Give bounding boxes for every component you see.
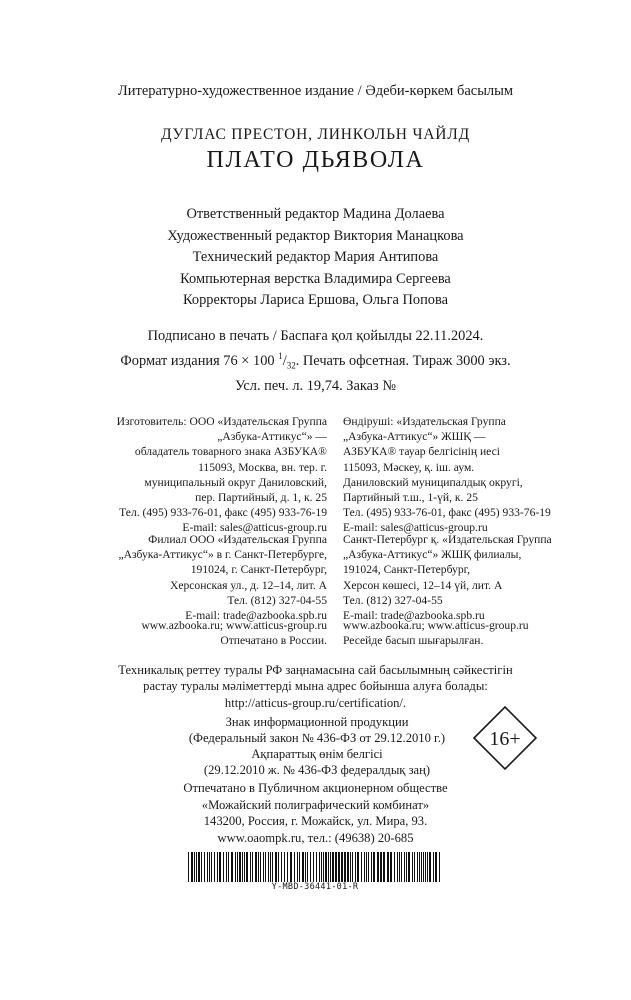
barcode-bar [406, 852, 407, 882]
manufacturer-ru-line: E-mail: sales@atticus-group.ru [182, 521, 327, 535]
barcode-bar [201, 852, 202, 882]
barcode [188, 852, 442, 882]
barcode-bar [344, 852, 346, 882]
barcode-bar [419, 852, 420, 882]
barcode-bar [194, 852, 195, 882]
barcode-bar [198, 852, 200, 882]
barcode-bar [394, 852, 395, 882]
barcode-bar [250, 852, 251, 882]
format-denominator: 32 [286, 360, 296, 371]
tech-regulation-line: http://atticus-group.ru/certification/. [224, 695, 407, 710]
branch-ru-line: E-mail: trade@azbooka.spb.ru [185, 609, 327, 623]
credit-line: Корректоры Лариса Ершова, Ольга Попова [183, 292, 448, 309]
manufacturer-ru [117, 414, 327, 536]
format-suffix: . Печать офсетная. Тираж 3000 экз. [295, 352, 511, 369]
web-ru-line: Отпечатано в России. [220, 634, 327, 648]
branch-kz-line: Санкт-Петербург қ. «Издательская Группа [343, 533, 552, 546]
barcode-bar [226, 852, 227, 882]
barcode-bar [330, 852, 331, 882]
barcode-bar [427, 852, 428, 882]
manufacturer-kz-line: Даниловский муниципалдық округі, [343, 475, 523, 489]
branch-kz-line: „Азбука-Аттикус“» ЖШҚ филиалы, [343, 548, 522, 562]
credits-block [0, 204, 631, 312]
web-kz-line: www.azbooka.ru; www.atticus-group.ru [343, 619, 529, 632]
barcode-bar [265, 852, 266, 882]
branch-ru-line: Херсонская ул., д. 12–14, лит. А [169, 578, 327, 592]
barcode-bar [270, 852, 271, 882]
signed-line: Подписано в печать / Баспаға қол қойылды 22.11.2024. [147, 328, 484, 344]
barcode-bar [417, 852, 418, 882]
barcode-bar [281, 852, 282, 882]
manufacturer-ru-line: Тел. (495) 933-76-01, факс (495) 933-76-19 [119, 506, 327, 520]
info-mark-line: Ақпараттық өнім белгісі [251, 747, 383, 761]
manufacturer-kz-line: Партийный т.ш., 1-үй, к. 25 [343, 491, 478, 505]
branch-kz-line: E-mail: trade@azbooka.spb.ru [343, 609, 485, 623]
barcode-bar [294, 852, 295, 882]
barcode-bar [404, 852, 405, 882]
manufacturer-ru-line: обладатель товарного знака АЗБУКА® [134, 445, 327, 459]
barcode-bar [207, 852, 208, 882]
barcode-bar [302, 852, 304, 882]
info-mark [188, 714, 446, 778]
manufacturer-kz [343, 414, 551, 536]
barcode-bar [414, 852, 415, 882]
edition-type: Литературно-художественное издание / Әдеби-көркем басылым [117, 83, 514, 99]
barcode-bar [204, 852, 205, 882]
manufacturer-kz-line: Тел. (495) 933-76-01, факс (495) 933-76-19 [343, 506, 551, 520]
barcode-bar [196, 852, 197, 882]
barcode-bar [332, 852, 334, 882]
barcode-bar [373, 852, 375, 882]
sheets-line: Усл. печ. л. 19,74. Заказ № [234, 377, 397, 394]
authors: ДУГЛАС ПРЕСТОН, ЛИНКОЛЬН ЧАЙЛД [160, 126, 470, 143]
manufacturer-kz-line: Өндіруші: «Издательская Группа [343, 415, 506, 428]
book-title: ПЛАТО ДЬЯВОЛА [206, 147, 425, 173]
barcode-bar [209, 852, 210, 882]
credit-line: Художественный редактор Виктория Манацкова [167, 227, 464, 244]
print-info [0, 326, 631, 396]
barcode-bar [287, 852, 288, 882]
manufacturer-kz-line: 115093, Мәскеу, қ. іш. аум. [343, 460, 475, 474]
barcode-bar [361, 852, 362, 882]
printer-line: 143200, Россия, г. Можайск, ул. Мира, 93. [203, 814, 428, 828]
printer-line: www.oaompk.ru, тел.: (49638) 20-685 [217, 830, 414, 845]
barcode-bar [439, 852, 440, 882]
manufacturer-kz-line: АЗБУКА® тауар белгісінің иесі [343, 445, 500, 459]
credit-line: Компьютерная верстка Владимира Сергеева [180, 270, 451, 287]
barcode-bar [328, 852, 329, 882]
barcode-bar [263, 852, 264, 882]
barcode-bar [246, 852, 248, 882]
barcode-bar [335, 852, 337, 882]
branch-kz-line: Тел. (812) 327-04-55 [343, 593, 443, 607]
manufacturer-kz-line: E-mail: sales@atticus-group.ru [343, 521, 488, 535]
barcode-bar [278, 852, 279, 882]
barcode-bar [435, 852, 437, 882]
barcode-bar [319, 852, 320, 882]
barcode-bar [323, 852, 324, 882]
barcode-bar [219, 852, 221, 882]
branch-ru-line: „Азбука-Аттикус“» в г. Санкт-Петербурге, [118, 548, 327, 562]
barcode-bar [244, 852, 245, 882]
barcode-bar [305, 852, 306, 882]
barcode-bar [423, 852, 424, 882]
barcode-bar [316, 852, 317, 882]
barcode-bar [290, 852, 292, 882]
barcode-bar [231, 852, 233, 882]
manufacturer-ru-line: пер. Партийный, д. 1, к. 25 [195, 491, 327, 505]
web-ru [141, 618, 327, 648]
barcode-bar [284, 852, 285, 882]
tech-regulation-line: Техникалық реттеу туралы РФ заңнамасына сай басылымның сәйкестігін [118, 663, 513, 677]
barcode-bar [260, 852, 261, 882]
web-kz-line: Ресейде басып шығарылған. [343, 634, 484, 648]
barcode-bar [387, 852, 389, 882]
barcode-bar [357, 852, 359, 882]
barcode-bar [425, 852, 426, 882]
format-prefix: Формат издания 76 × 100 [120, 352, 279, 369]
credit-line: Ответственный редактор Мадина Долаева [186, 206, 445, 222]
barcode-bar [272, 852, 273, 882]
age-rating-text: 16+ [489, 728, 521, 750]
tech-regulation-line: растау туралы мәліметтерді мына адрес бойынша алуға болады: [143, 679, 488, 694]
manufacturer-ru-line: Изготовитель: ООО «Издательская Группа [116, 415, 327, 428]
barcode-bar [255, 852, 257, 882]
manufacturer-kz-line: „Азбука-Аттикус“» ЖШҚ — [343, 430, 486, 444]
barcode-bar [412, 852, 413, 882]
barcode-bar [242, 852, 243, 882]
barcode-bar [235, 852, 236, 882]
barcode-bar [239, 852, 241, 882]
branch-ru-line: Филиал ООО «Издательская Группа [148, 533, 327, 546]
barcode-bar [347, 852, 349, 882]
branch-kz [343, 532, 552, 623]
printer-line: «Можайский полиграфический комбинат» [201, 797, 430, 812]
web-ru-line: www.azbooka.ru; www.atticus-group.ru [141, 619, 327, 632]
manufacturer-ru-line: 115093, Москва, вн. тер. г. [198, 460, 327, 474]
barcode-bar [352, 852, 353, 882]
manufacturer-ru-line: „Азбука-Аттикус“» — [217, 430, 327, 444]
branch-kz-line: 191024, Санкт-Петербург, [343, 563, 470, 577]
credit-line: Технический редактор Мария Антипова [192, 249, 439, 266]
barcode-bar [268, 852, 269, 882]
web-kz [343, 618, 529, 648]
barcode-bar [228, 852, 229, 882]
barcode-bar [397, 852, 398, 882]
info-mark-line: (29.12.2010 ж. № 436-ФЗ федералдық заң) [203, 763, 431, 777]
barcode-bar [368, 852, 369, 882]
barcode-code: Y-MBD-36441-01-R [271, 882, 359, 892]
barcode-bar [217, 852, 218, 882]
barcode-bar [341, 852, 343, 882]
age-rating-diamond [472, 705, 538, 771]
barcode-bar [299, 852, 300, 882]
barcode-bar [325, 852, 327, 882]
barcode-bar [433, 852, 434, 882]
barcode-bar [366, 852, 367, 882]
barcode-bar [421, 852, 422, 882]
format-numerator: 1 [278, 351, 283, 361]
branch-kz-line: Херсон көшесі, 12–14 үй, лит. А [343, 578, 503, 592]
barcode-bar [310, 852, 311, 882]
barcode-bar [355, 852, 356, 882]
barcode-bar [191, 852, 193, 882]
barcode-bar [211, 852, 212, 882]
barcode-bar [252, 852, 253, 882]
barcode-bar [408, 852, 410, 882]
barcode-bar [307, 852, 308, 882]
barcode-bar [275, 852, 277, 882]
barcode-bar [350, 852, 351, 882]
branch-ru-line: 191024, г. Санкт-Петербург, [190, 563, 327, 577]
manufacturer-ru-line: муниципальный округ Даниловский, [144, 475, 327, 489]
format-line: Формат издания 76 × 100 $^1/_{32}$. Печать офсетная. Тираж 3000 экз. [120, 351, 511, 371]
barcode-bar [377, 852, 379, 882]
barcode-bar [223, 852, 224, 882]
branch-ru-line: Тел. (812) 327-04-55 [227, 593, 327, 607]
barcode-bar [258, 852, 259, 882]
barcode-bar [214, 852, 215, 882]
barcode-bar [321, 852, 322, 882]
printer-info [0, 780, 631, 846]
barcode-bar [313, 852, 314, 882]
info-mark-line: Знак информационной продукции [225, 715, 409, 729]
barcode-bar [380, 852, 382, 882]
barcode-bar [297, 852, 298, 882]
tech-regulation [0, 662, 631, 711]
barcode-bar [401, 852, 402, 882]
barcode-bar [188, 852, 189, 882]
branch-ru [118, 532, 327, 623]
barcode-bar [399, 852, 400, 882]
age-rating-badge [472, 705, 538, 771]
barcode-bar [364, 852, 365, 882]
barcode-bar [338, 852, 340, 882]
barcode-bar [383, 852, 385, 882]
barcode-bar [390, 852, 392, 882]
barcode-bar [371, 852, 372, 882]
info-mark-line: (Федеральный закон № 436-ФЗ от 29.12.2010 г.) [188, 731, 446, 745]
barcode-bar [237, 852, 238, 882]
barcode-bar [429, 852, 431, 882]
printer-line: Отпечатано в Публичном акционерном обществе [183, 781, 448, 795]
